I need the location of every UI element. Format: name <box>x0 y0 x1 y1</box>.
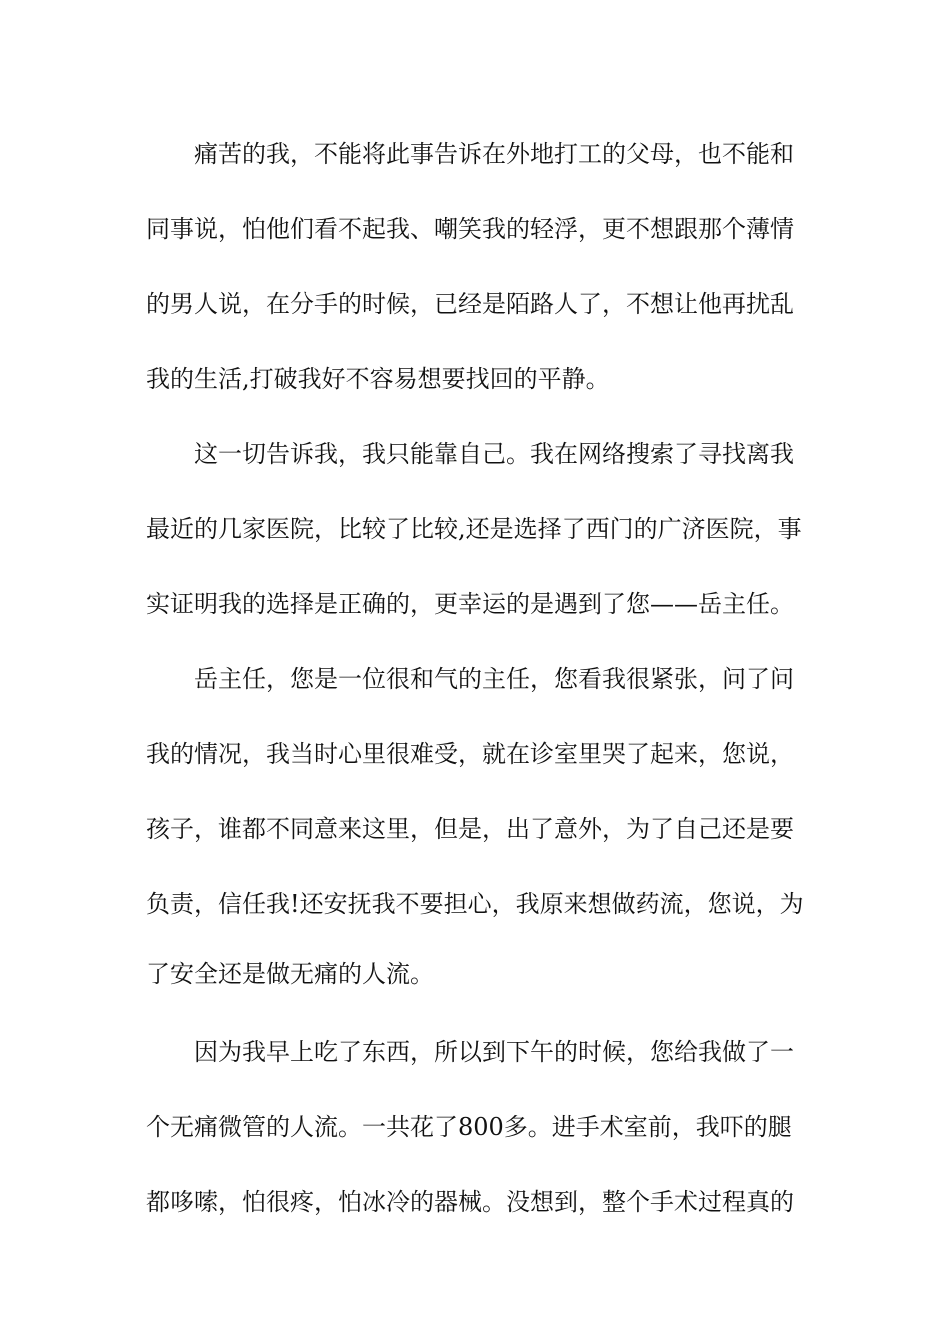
paragraph-3-line-3: 孩子，谁都不同意来这里，但是，出了意外，为了自己还是要 <box>146 815 794 843</box>
paragraph-1-line-3: 的男人说，在分手的时候，已经是陌路人了，不想让他再扰乱 <box>146 290 794 318</box>
paragraph-1-line-2: 同事说，怕他们看不起我、嘲笑我的轻浮，更不想跟那个薄情 <box>146 215 794 243</box>
paragraph-4-line-1: 因为我早上吃了东西，所以到下午的时候，您给我做了一 <box>194 1038 794 1066</box>
paragraph-3-line-1: 岳主任，您是一位很和气的主任，您看我很紧张，问了问 <box>194 665 794 693</box>
paragraph-3-line-5: 了安全还是做无痛的人流。 <box>146 960 434 988</box>
paragraph-3-line-2: 我的情况，我当时心里很难受，就在诊室里哭了起来，您说， <box>146 740 794 768</box>
paragraph-1-line-1: 痛苦的我，不能将此事告诉在外地打工的父母，也不能和 <box>194 140 794 168</box>
paragraph-4-line-2: 个无痛微管的人流。一共花了800多。进手术室前，我吓的腿 <box>146 1113 792 1141</box>
paragraph-1-line-4: 我的生活,打破我好不容易想要找回的平静。 <box>146 365 610 393</box>
paragraph-3-line-4: 负责，信任我!还安抚我不要担心，我原来想做药流，您说，为 <box>146 890 804 918</box>
paragraph-2-line-1: 这一切告诉我，我只能靠自己。我在网络搜索了寻找离我 <box>194 440 794 468</box>
paragraph-4-line-3: 都哆嗦，怕很疼，怕冰冷的器械。没想到，整个手术过程真的 <box>146 1188 794 1216</box>
paragraph-2-line-2: 最近的几家医院，比较了比较,还是选择了西门的广济医院，事 <box>146 515 802 543</box>
paragraph-2-line-3: 实证明我的选择是正确的，更幸运的是遇到了您——岳主任。 <box>146 590 794 618</box>
